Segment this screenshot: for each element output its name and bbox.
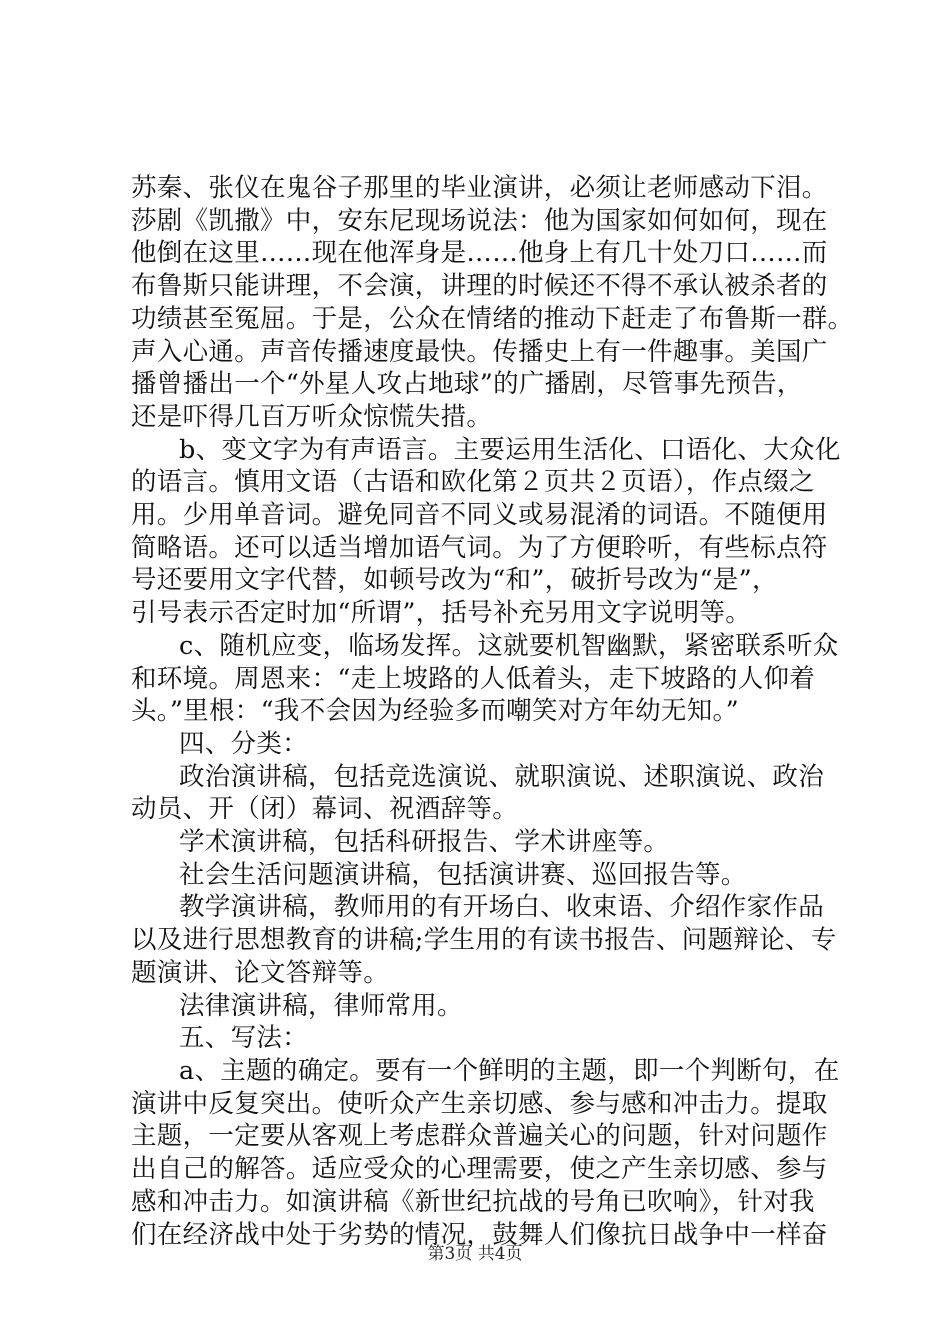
text-line: 布鲁斯只能讲理，不会演，讲理的时候还不得不承认被杀者的 [131, 271, 828, 302]
text-line: 法律演讲稿，律师常用。 [179, 990, 463, 1021]
text-line: 演讲中反复突出。使听众产生亲切感、参与感和冲击力。提取 [131, 1088, 828, 1119]
text-line: c、随机应变，临场发挥。这就要机智幽默，紧密联系听众 [179, 630, 839, 661]
text-line: 动员、开（闭）幕词、祝酒辞等。 [131, 794, 519, 825]
text-line: b、变文字为有声语言。主要运用生活化、口语化、大众化 [179, 434, 841, 465]
text-line: a、主题的确定。要有一个鲜明的主题，即一个判断句，在 [179, 1055, 840, 1086]
text-line: 还是吓得几百万听众惊慌失措。 [131, 401, 493, 432]
text-line: 的语言。慎用文语（古语和欧化第２页共２页语），作点缀之 [131, 467, 815, 498]
text-line: 社会生活问题演讲稿，包括演讲赛、巡回报告等。 [179, 859, 747, 890]
text-line: 号还要用文字代替，如顿号改为“和”，破折号改为“是”， [131, 565, 778, 596]
text-line: 引号表示否定时加“所谓”，括号补充另用文字说明等。 [131, 598, 752, 629]
text-line: 题演讲、论文答辩等。 [131, 957, 390, 988]
text-line: 主题，一定要从客观上考虑群众普遍关心的问题，针对问题作 [131, 1121, 828, 1152]
text-line: 教学演讲稿，教师用的有开场白、收束语、介绍作家作品 [179, 892, 825, 923]
text-line: 们在经济战中处于劣势的情况，鼓舞人们像抗日战争中一样奋 [131, 1219, 828, 1250]
text-line: 出自己的解答。适应受众的心理需要，使之产生亲切感、参与 [131, 1154, 828, 1185]
text-line: 以及进行思想教育的讲稿;学生用的有读书报告、问题辩论、专 [131, 925, 837, 956]
section-heading: 四、分类： [179, 728, 309, 759]
text-line: 功绩甚至冤屈。于是，公众在情绪的推动下赶走了布鲁斯一群。 [131, 303, 854, 334]
text-line: 感和冲击力。如演讲稿《新世纪抗战的号角已吹响》，针对我 [131, 1186, 815, 1217]
text-line: 用。少用单音词。避免同音不同义或易混淆的词语。不随便用 [131, 500, 828, 531]
text-line: 播曾播出一个“外星人攻占地球”的广播剧，尽管事先预告， [131, 369, 803, 400]
text-line: 简略语。还可以适当增加语气词。为了方便聆听，有些标点符 [131, 532, 828, 563]
document-body [131, 172, 854, 1251]
text-line: 学术演讲稿，包括科研报告、学术讲座等。 [179, 827, 670, 858]
page-number-footer: 第3页 共4页 [427, 1244, 523, 1264]
text-line: 声入心通。声音传播速度最快。传播史上有一件趣事。美国广 [131, 336, 828, 367]
section-heading: 五、写法： [179, 1023, 309, 1054]
text-line: 头。”里根：“我不会因为经验多而嘲笑对方年幼无知。” [131, 696, 739, 727]
text-line: 莎剧《凯撒》中，安东尼现场说法：他为国家如何如何，现在 [131, 205, 828, 236]
text-line: 和环境。周恩来：“走上坡路的人低着头，走下坡路的人仰着 [131, 663, 816, 694]
text-line: 政治演讲稿，包括竞选演说、就职演说、述职演说、政治 [179, 761, 825, 792]
text-line: 苏秦、张仪在鬼谷子那里的毕业演讲，必须让老师感动下泪。 [131, 173, 828, 203]
text-line: 他倒在这里……现在他浑身是……他身上有几十处刀口……而 [131, 238, 828, 269]
